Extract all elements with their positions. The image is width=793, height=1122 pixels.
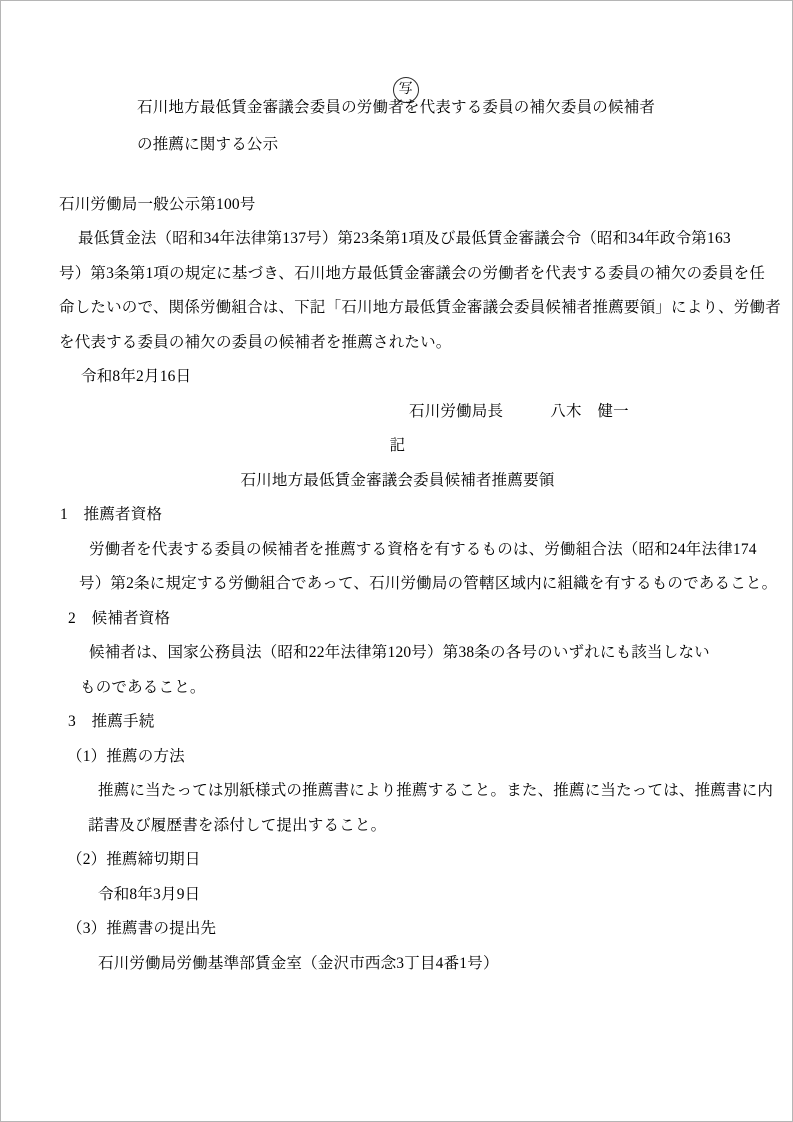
preamble-line-2: 号）第3条第1項の規定に基づき、石川地方最低賃金審議会の労働者を代表する委員の補欠の委員を任 [59,265,766,282]
preamble-line-1: 最低賃金法（昭和34年法律第137号）第23条第1項及び最低賃金審議会令（昭和34年政令第163 [78,230,731,247]
item-3-sub-1-heading: （1）推薦の方法 [67,748,185,765]
preamble-line-3: 命したいので、関係労働組合は、下記「石川地方最低賃金審議会委員候補者推薦要領」により、労働者 [59,299,781,316]
preamble-line-4: を代表する委員の補欠の委員の候補者を推薦されたい。 [59,334,452,351]
item-3-heading: 3 推薦手続 [68,713,155,730]
guideline-heading: 石川地方最低賃金審議会委員候補者推薦要領 [240,472,555,489]
item-3-sub-1-body-line-1: 推薦に当たっては別紙様式の推薦書により推薦すること。また、推薦に当たっては、推薦書に内 [98,782,774,799]
item-2-body-line-2: ものであること。 [80,679,206,696]
item-2-body-line-1: 候補者は、国家公務員法（昭和22年法律第120号）第38条の各号のいずれにも該当しない [89,644,710,661]
notice-number: 石川労働局一般公示第100号 [59,196,256,213]
doc-title-line-1: 石川地方最低賃金審議会委員の労働者を代表する委員の補欠委員の候補者 [137,99,656,116]
issue-date: 令和8年2月16日 [81,368,192,385]
doc-title-line-2: の推薦に関する公示 [137,136,279,153]
item-1-body-line-2: 号）第2条に規定する労働組合であって、石川労働局の管轄区域内に組織を有するものであること。 [79,575,778,592]
item-3-sub-1-body-line-2: 諾書及び履歴書を添付して提出すること。 [88,817,387,834]
item-1-body-line-1: 労働者を代表する委員の候補者を推薦する資格を有するものは、労働組合法（昭和24年法律174 [89,541,757,558]
item-3-sub-3-heading: （3）推薦書の提出先 [67,920,217,937]
item-3-sub-2-body-line-1: 令和8年3月9日 [98,886,201,903]
copy-stamp-icon: 写 [393,77,419,103]
item-3-sub-3-body-line-1: 石川労働局労働基準部賃金室（金沢市西念3丁目4番1号） [98,955,499,972]
item-2-heading: 2 候補者資格 [68,610,171,627]
item-1-heading: 1 推薦者資格 [60,506,163,523]
item-3-sub-2-heading: （2）推薦締切期日 [67,851,201,868]
record-mark: 記 [389,437,406,454]
signature: 石川労働局長 八木 健一 [409,403,629,420]
